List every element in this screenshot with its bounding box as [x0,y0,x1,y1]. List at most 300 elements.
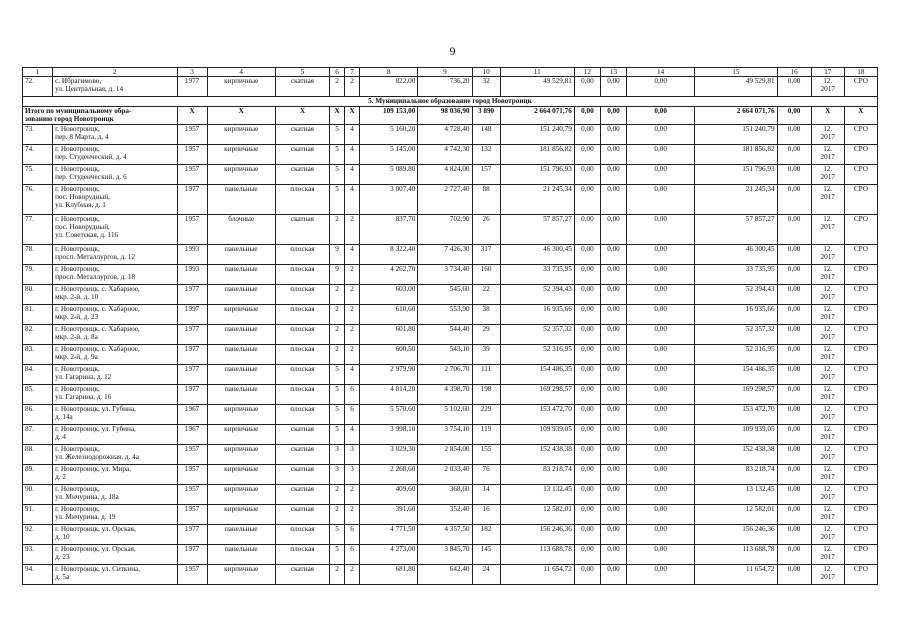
wall-material-cell: панельные [207,325,275,345]
year-cell: 1993 [177,245,207,265]
value-cell: 0,00 [777,77,811,97]
total-c12-cell: 0,00 [574,107,600,125]
value-cell: 0,00 [777,365,811,385]
column-number: 6 [330,68,345,77]
period-cell: 12. 2017 [811,325,844,345]
method-cell: СРО [844,265,877,285]
method-cell: СРО [844,465,877,485]
cost-total-cell: 154 486,35 [695,365,777,385]
method-cell: СРО [844,525,877,545]
value-cell: 0,00 [574,265,600,285]
value-cell: 0,00 [600,485,626,505]
total-roof-cell: X [275,107,329,125]
cost-cell: 46 300,45 [500,245,574,265]
cost-cell: 52 316,95 [500,345,574,365]
floors-cell: 5 [330,365,345,385]
method-cell: СРО [844,425,877,445]
floors-cell: 2 [330,505,345,525]
period-cell: 12. 2017 [811,77,844,97]
value-cell: 0,00 [777,545,811,565]
cost-cell: 154 486,35 [500,365,574,385]
wall-material-cell: панельные [207,265,275,285]
total-area-cell: 391,60 [360,505,418,525]
value-cell: 0,00 [627,305,695,325]
period-cell: 12. 2017 [811,185,844,215]
residents-cell: 39 [472,345,500,365]
method-cell: СРО [844,365,877,385]
row-number: 81. [23,305,53,325]
value-cell: 0,00 [574,245,600,265]
period-cell: 12. 2017 [811,565,844,585]
value-cell: 0,00 [627,145,695,165]
row-number: 92. [23,525,53,545]
living-area-cell: 368,60 [418,485,472,505]
year-cell: 1967 [177,425,207,445]
value-cell: 0,00 [600,165,626,185]
entrances-cell: 2 [345,505,360,525]
value-cell: 0,00 [777,445,811,465]
value-cell: 0,00 [600,285,626,305]
cost-total-cell: 46 300,45 [695,245,777,265]
entrances-cell: 4 [345,185,360,215]
row-number: 76. [23,185,53,215]
method-cell: СРО [844,345,877,365]
entrances-cell: 4 [345,365,360,385]
total-area-cell: 610,60 [360,305,418,325]
address-cell: г. Новотроицк, ул. Губина, д. 14а [53,405,177,425]
residents-cell: 24 [472,565,500,585]
period-cell: 12. 2017 [811,385,844,405]
floors-cell: 2 [330,485,345,505]
entrances-cell: 6 [345,545,360,565]
floors-cell: 5 [330,545,345,565]
table-row [23,525,878,545]
cost-cell: 12 582,01 [500,505,574,525]
value-cell: 0,00 [627,125,695,145]
table-row [23,345,878,365]
year-cell: 1957 [177,565,207,585]
value-cell: 0,00 [777,165,811,185]
value-cell: 0,00 [777,305,811,325]
roof-type-cell: плоская [275,305,329,325]
total-people-cell: 3 890 [472,107,500,125]
roof-type-cell: скатная [275,565,329,585]
value-cell: 0,00 [574,465,600,485]
floors-cell: 5 [330,125,345,145]
address-cell: г. Новотроицк, ул. Орская, д. 10 [53,525,177,545]
wall-material-cell: панельные [207,385,275,405]
value-cell: 0,00 [627,385,695,405]
address-cell: г. Новотроицк, просп. Металлургов, д. 18 [53,265,177,285]
wall-material-cell: панельные [207,345,275,365]
residents-cell: 198 [472,385,500,405]
value-cell: 0,00 [600,405,626,425]
year-cell: 1977 [177,365,207,385]
row-number: 72. [23,77,53,97]
value-cell: 0,00 [600,245,626,265]
entrances-cell: 2 [345,565,360,585]
cost-cell: 151 240,79 [500,125,574,145]
method-cell: СРО [844,245,877,265]
period-cell: 12. 2017 [811,545,844,565]
section-title-row [23,97,878,107]
table-row [23,445,878,465]
total-area-cell: 3 998,10 [360,425,418,445]
residents-cell: 155 [472,445,500,465]
living-area-cell: 2 033,40 [418,465,472,485]
cost-total-cell: 151 796,93 [695,165,777,185]
method-cell: СРО [844,145,877,165]
column-number: 13 [600,68,626,77]
address-cell: г. Новотроицк, пер. Студенческий, д. 4 [53,145,177,165]
address-cell: г. Новотроицк, просп. Металлургов, д. 12 [53,245,177,265]
wall-material-cell: панельные [207,185,275,215]
table-row [23,265,878,285]
total-area-cell: 3 007,40 [360,185,418,215]
cost-cell: 57 857,27 [500,215,574,245]
value-cell: 0,00 [600,565,626,585]
method-cell: СРО [844,185,877,215]
value-cell: 0,00 [777,285,811,305]
entrances-cell: 2 [345,345,360,365]
method-cell: СРО [844,565,877,585]
floors-cell: 5 [330,165,345,185]
entrances-cell: 2 [345,215,360,245]
roof-type-cell: плоская [275,365,329,385]
value-cell: 0,00 [777,425,811,445]
entrances-cell: 4 [345,145,360,165]
value-cell: 0,00 [600,325,626,345]
cost-total-cell: 152 438,38 [695,445,777,465]
housing-table [22,67,878,585]
roof-type-cell: плоская [275,545,329,565]
total-label: Итого по муниципальному обра- зованию город Новотроицк [23,107,178,125]
value-cell: 0,00 [600,215,626,245]
living-area-cell: 736,20 [418,77,472,97]
entrances-cell: 6 [345,405,360,425]
value-cell: 0,00 [627,215,695,245]
period-cell: 12. 2017 [811,345,844,365]
table-row [23,385,878,405]
cost-cell: 113 688,78 [500,545,574,565]
value-cell: 0,00 [600,265,626,285]
floors-cell: 5 [330,405,345,425]
address-cell: г. Новотроицк, с. Хабарное, мкр. 2-й, д. 8а [53,325,177,345]
cost-total-cell: 52 316,95 [695,345,777,365]
cost-cell: 52 357,32 [500,325,574,345]
year-cell: 1957 [177,165,207,185]
total-fl-cell: X [330,107,345,125]
floors-cell: 5 [330,525,345,545]
total-wall-cell: X [207,107,275,125]
total-period-cell: X [811,107,844,125]
year-cell: 1977 [177,345,207,365]
value-cell: 0,00 [627,505,695,525]
year-cell: 1957 [177,445,207,465]
floors-cell: 2 [330,565,345,585]
total-c15-cell: 2 664 071,76 [695,107,777,125]
value-cell: 0,00 [627,485,695,505]
roof-type-cell: скатная [275,145,329,165]
column-number: 9 [418,68,472,77]
value-cell: 0,00 [574,285,600,305]
living-area-cell: 4 398,70 [418,385,472,405]
value-cell: 0,00 [777,245,811,265]
roof-type-cell: плоская [275,265,329,285]
value-cell: 0,00 [600,545,626,565]
value-cell: 0,00 [777,405,811,425]
year-cell: 1957 [177,125,207,145]
floors-cell: 3 [330,445,345,465]
value-cell: 0,00 [574,305,600,325]
cost-total-cell: 151 240,79 [695,125,777,145]
row-number: 93. [23,545,53,565]
table-row [23,565,878,585]
floors-cell: 5 [330,425,345,445]
period-cell: 12. 2017 [811,445,844,465]
value-cell: 0,00 [600,305,626,325]
value-cell: 0,00 [600,525,626,545]
value-cell: 0,00 [600,425,626,445]
living-area-cell: 4 728,40 [418,125,472,145]
roof-type-cell: плоская [275,525,329,545]
wall-material-cell: кирпичные [207,565,275,585]
floors-cell: 5 [330,385,345,405]
value-cell: 0,00 [574,145,600,165]
value-cell: 0,00 [627,365,695,385]
method-cell: СРО [844,285,877,305]
address-cell: г. Новотроицк, ул. Ситкина, д. 5а [53,565,177,585]
value-cell: 0,00 [627,165,695,185]
cost-total-cell: 153 472,70 [695,405,777,425]
address-cell: г. Новотроицк, ул. Орская, д. 23 [53,545,177,565]
method-cell: СРО [844,545,877,565]
row-number: 88. [23,445,53,465]
method-cell: СРО [844,305,877,325]
method-cell: СРО [844,505,877,525]
value-cell: 0,00 [574,525,600,545]
period-cell: 12. 2017 [811,425,844,445]
value-cell: 0,00 [574,545,600,565]
total-area-cell: 601,80 [360,325,418,345]
entrances-cell: 6 [345,525,360,545]
row-number: 86. [23,405,53,425]
year-cell: 1957 [177,145,207,165]
value-cell: 0,00 [627,545,695,565]
cost-total-cell: 113 688,78 [695,545,777,565]
entrances-cell: 4 [345,125,360,145]
table-row [23,465,878,485]
column-number-row [23,68,878,77]
column-number: 12 [574,68,600,77]
address-cell: г. Новотроицк, ул. Мичурина, д. 18а [53,485,177,505]
address-cell: г. Новотроицк, ул. Гагарина, д. 16 [53,385,177,405]
cost-cell: 21 245,34 [500,185,574,215]
roof-type-cell: плоская [275,285,329,305]
row-number: 79. [23,265,53,285]
living-area-cell: 5 102,60 [418,405,472,425]
column-number: 2 [53,68,177,77]
total-c14-cell: 0,00 [627,107,695,125]
table-row [23,545,878,565]
floors-cell: 5 [330,145,345,165]
living-area-cell: 2 727,40 [418,185,472,215]
living-area-cell: 544,40 [418,325,472,345]
residents-cell: 157 [472,165,500,185]
year-cell: 1967 [177,405,207,425]
wall-material-cell: кирпичные [207,77,275,97]
value-cell: 0,00 [600,445,626,465]
floors-cell: 9 [330,245,345,265]
residents-cell: 76 [472,465,500,485]
residents-cell: 132 [472,145,500,165]
total-row [23,107,878,125]
wall-material-cell: кирпичные [207,145,275,165]
method-cell: СРО [844,445,877,465]
cost-total-cell: 57 857,27 [695,215,777,245]
floors-cell: 2 [330,215,345,245]
row-number: 89. [23,465,53,485]
table-row [23,165,878,185]
period-cell: 12. 2017 [811,215,844,245]
cost-total-cell: 52 357,32 [695,325,777,345]
entrances-cell: 2 [345,305,360,325]
wall-material-cell: панельные [207,525,275,545]
wall-material-cell: кирпичные [207,125,275,145]
residents-cell: 32 [472,77,500,97]
table-row [23,185,878,215]
table-row [23,77,878,97]
floors-cell: 9 [330,265,345,285]
method-cell: СРО [844,125,877,145]
value-cell: 0,00 [574,405,600,425]
floors-cell: 2 [330,345,345,365]
roof-type-cell: скатная [275,445,329,465]
table-row [23,485,878,505]
living-area-cell: 3 734,40 [418,265,472,285]
method-cell: СРО [844,485,877,505]
period-cell: 12. 2017 [811,365,844,385]
wall-material-cell: блочные [207,215,275,245]
method-cell: СРО [844,385,877,405]
value-cell: 0,00 [627,77,695,97]
value-cell: 0,00 [627,325,695,345]
value-cell: 0,00 [777,385,811,405]
period-cell: 12. 2017 [811,285,844,305]
value-cell: 0,00 [777,465,811,485]
value-cell: 0,00 [600,77,626,97]
living-area-cell: 543,10 [418,345,472,365]
cost-cell: 156 246,36 [500,525,574,545]
living-area-cell: 352,40 [418,505,472,525]
value-cell: 0,00 [777,185,811,215]
cost-cell: 153 472,70 [500,405,574,425]
wall-material-cell: кирпичные [207,445,275,465]
entrances-cell: 4 [345,165,360,185]
row-number: 73. [23,125,53,145]
address-cell: г. Новотроицк, ул. Губина, д. 4 [53,425,177,445]
total-area-cell: 2 268,60 [360,465,418,485]
value-cell: 0,00 [574,445,600,465]
cost-cell: 52 394,43 [500,285,574,305]
address-cell: г. Новотроицк, пер. 8 Марта, д. 4 [53,125,177,145]
floors-cell: 5 [330,185,345,215]
year-cell: 1977 [177,77,207,97]
total-area-cell: 4 262,70 [360,265,418,285]
row-number: 78. [23,245,53,265]
cost-total-cell: 83 218,74 [695,465,777,485]
entrances-cell: 6 [345,385,360,405]
row-number: 74. [23,145,53,165]
total-area-cell: 4 771,50 [360,525,418,545]
total-area-cell: 4 814,20 [360,385,418,405]
value-cell: 0,00 [627,345,695,365]
method-cell: СРО [844,77,877,97]
period-cell: 12. 2017 [811,525,844,545]
method-cell: СРО [844,215,877,245]
roof-type-cell: скатная [275,215,329,245]
roof-type-cell: плоская [275,245,329,265]
address-cell: г. Новотроицк, ул. Мичурина, д. 19 [53,505,177,525]
wall-material-cell: кирпичные [207,505,275,525]
value-cell: 0,00 [777,215,811,245]
table-row [23,305,878,325]
residents-cell: 26 [472,215,500,245]
cost-cell: 13 132,45 [500,485,574,505]
address-cell: г. Новотроицк, ул. Гагарина, д. 12 [53,365,177,385]
roof-type-cell: скатная [275,165,329,185]
wall-material-cell: кирпичные [207,405,275,425]
cost-cell: 33 735,95 [500,265,574,285]
year-cell: 1977 [177,185,207,215]
value-cell: 0,00 [627,465,695,485]
value-cell: 0,00 [777,345,811,365]
value-cell: 0,00 [574,485,600,505]
total-area-cell: 5 160,20 [360,125,418,145]
value-cell: 0,00 [777,145,811,165]
value-cell: 0,00 [574,325,600,345]
value-cell: 0,00 [574,345,600,365]
row-number: 85. [23,385,53,405]
floors-cell: 2 [330,285,345,305]
entrances-cell: 2 [345,485,360,505]
residents-cell: 16 [472,505,500,525]
table-row [23,425,878,445]
value-cell: 0,00 [600,125,626,145]
period-cell: 12. 2017 [811,505,844,525]
method-cell: СРО [844,165,877,185]
roof-type-cell: плоская [275,385,329,405]
address-cell: г. Новотроицк, с. Хабарное, мкр. 2-й, д. 23 [53,305,177,325]
wall-material-cell: панельные [207,285,275,305]
total-c16-cell: 0,00 [777,107,811,125]
value-cell: 0,00 [600,185,626,215]
cost-total-cell: 11 654,72 [695,565,777,585]
cost-cell: 169 298,57 [500,385,574,405]
living-area-cell: 7 426,30 [418,245,472,265]
row-number: 87. [23,425,53,445]
total-method-cell: X [844,107,877,125]
wall-material-cell: кирпичные [207,465,275,485]
residents-cell: 22 [472,285,500,305]
total-area-cell: 5 145,00 [360,145,418,165]
floors-cell: 2 [330,325,345,345]
address-cell: г. Новотроицк, пос. Новорудный, ул. Клубная, д. 1 [53,185,177,215]
total-c13-cell: 0,00 [600,107,626,125]
cost-total-cell: 156 246,36 [695,525,777,545]
value-cell: 0,00 [627,405,695,425]
total-living-cell: 98 036,90 [418,107,472,125]
